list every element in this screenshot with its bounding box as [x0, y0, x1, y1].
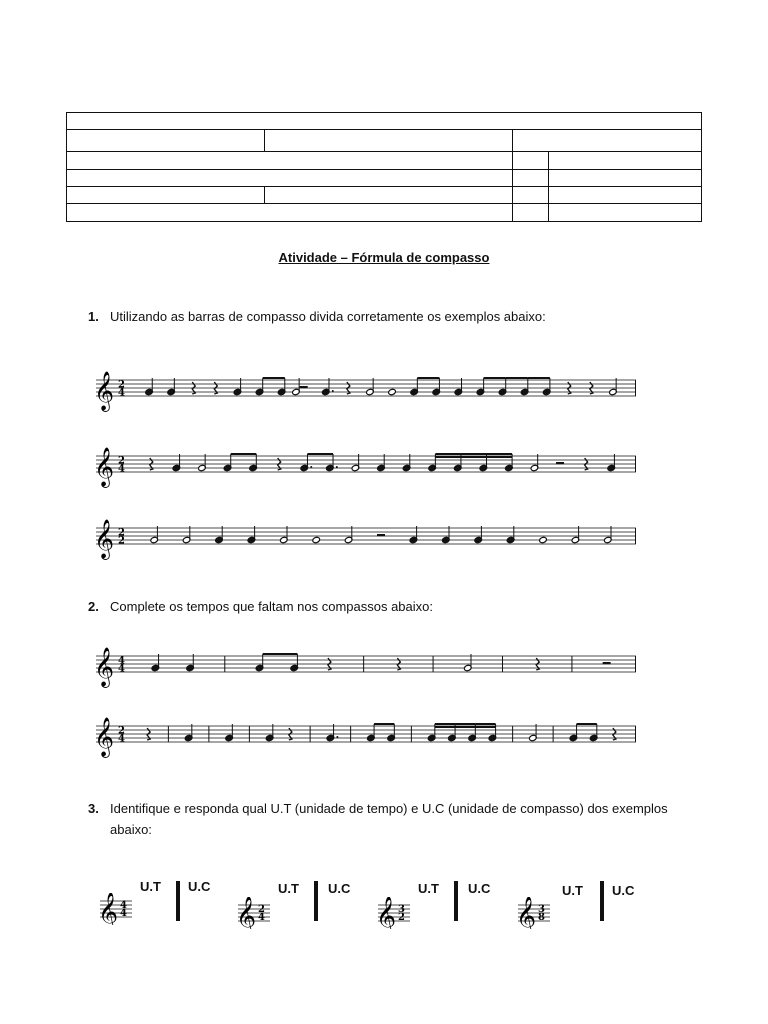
music-staff-3 — [96, 520, 636, 560]
treble-clef-icon: 𝄞 — [94, 447, 115, 487]
question-text: Complete os tempos que faltam nos compassos abaixo: — [110, 599, 434, 614]
treble-clef-icon: 𝄞 — [516, 897, 537, 929]
question-3 — [88, 798, 688, 840]
ut-label: U.T — [418, 881, 439, 896]
note-head — [312, 536, 321, 543]
question-number: 2. — [88, 599, 99, 614]
half-rest — [300, 386, 308, 388]
uc-label: U.C — [612, 883, 635, 898]
ut-label: U.T — [140, 879, 161, 894]
half-rest — [556, 462, 564, 464]
music-staff-5 — [96, 718, 636, 758]
ut-uc-examples — [96, 875, 676, 935]
uc-label: U.C — [328, 881, 351, 896]
treble-clef-icon: 𝄞 — [94, 647, 115, 687]
divider-bar — [176, 881, 180, 921]
time-signature-bottom: 4 — [120, 908, 127, 919]
note-dot — [336, 736, 338, 738]
time-signature-top: 4 — [120, 900, 127, 911]
time-signature-top: 3 — [398, 904, 405, 915]
time-signature-top: 2 — [118, 455, 125, 467]
time-signature-top: 2 — [118, 527, 125, 539]
divider-bar — [314, 881, 318, 921]
question-1 — [88, 306, 688, 327]
time-signature-top: 2 — [258, 904, 265, 915]
treble-clef-icon: 𝄞 — [94, 717, 115, 757]
note-dot — [310, 466, 312, 468]
music-staff-4 — [96, 648, 636, 688]
uc-label: U.C — [188, 879, 211, 894]
note-dot — [336, 466, 338, 468]
ut-label: U.T — [278, 881, 299, 896]
divider-bar — [600, 881, 604, 921]
time-signature-top: 4 — [118, 655, 125, 667]
ut-uc-clef-4 — [514, 897, 554, 934]
ut-uc-clef-1 — [96, 893, 136, 930]
page-title: Atividade – Fórmula de compasso — [278, 250, 490, 265]
time-signature-bottom: 2 — [398, 912, 405, 923]
divider-bar — [454, 881, 458, 921]
question-number: 3. — [88, 801, 99, 816]
ut-uc-clef-2 — [234, 897, 274, 934]
music-staff-2 — [96, 448, 636, 488]
time-signature-bottom: 4 — [118, 463, 125, 475]
half-rest — [603, 662, 611, 664]
header-form-table — [66, 112, 702, 222]
note-dot — [332, 390, 334, 392]
ut-label: U.T — [562, 883, 583, 898]
time-signature-bottom: 4 — [118, 733, 125, 745]
time-signature-top: 2 — [118, 725, 125, 737]
ut-uc-clef-3 — [374, 897, 414, 934]
question-text: Utilizando as barras de compasso divida corretamente os exemplos abaixo: — [110, 309, 546, 324]
time-signature-bottom: 8 — [538, 912, 545, 923]
time-signature-top: 2 — [118, 379, 125, 391]
treble-clef-icon: 𝄞 — [98, 893, 119, 925]
time-signature-top: 3 — [538, 904, 545, 915]
note-head — [539, 536, 548, 543]
time-signature-bottom: 4 — [118, 387, 125, 399]
treble-clef-icon: 𝄞 — [376, 897, 397, 929]
question-2 — [88, 596, 688, 617]
question-text: Identifique e responda qual U.T (unidade de tempo) e U.C (unidade de compasso) dos exemplos abaixo: — [110, 801, 668, 837]
time-signature-bottom: 4 — [258, 912, 265, 923]
treble-clef-icon: 𝄞 — [94, 371, 115, 411]
note-head — [388, 388, 397, 395]
time-signature-bottom: 2 — [118, 535, 125, 547]
uc-label: U.C — [468, 881, 491, 896]
music-staff-1 — [96, 372, 636, 412]
treble-clef-icon: 𝄞 — [236, 897, 257, 929]
treble-clef-icon: 𝄞 — [94, 519, 115, 559]
half-rest — [377, 534, 385, 536]
question-number: 1. — [88, 309, 99, 324]
time-signature-bottom: 4 — [118, 663, 125, 675]
